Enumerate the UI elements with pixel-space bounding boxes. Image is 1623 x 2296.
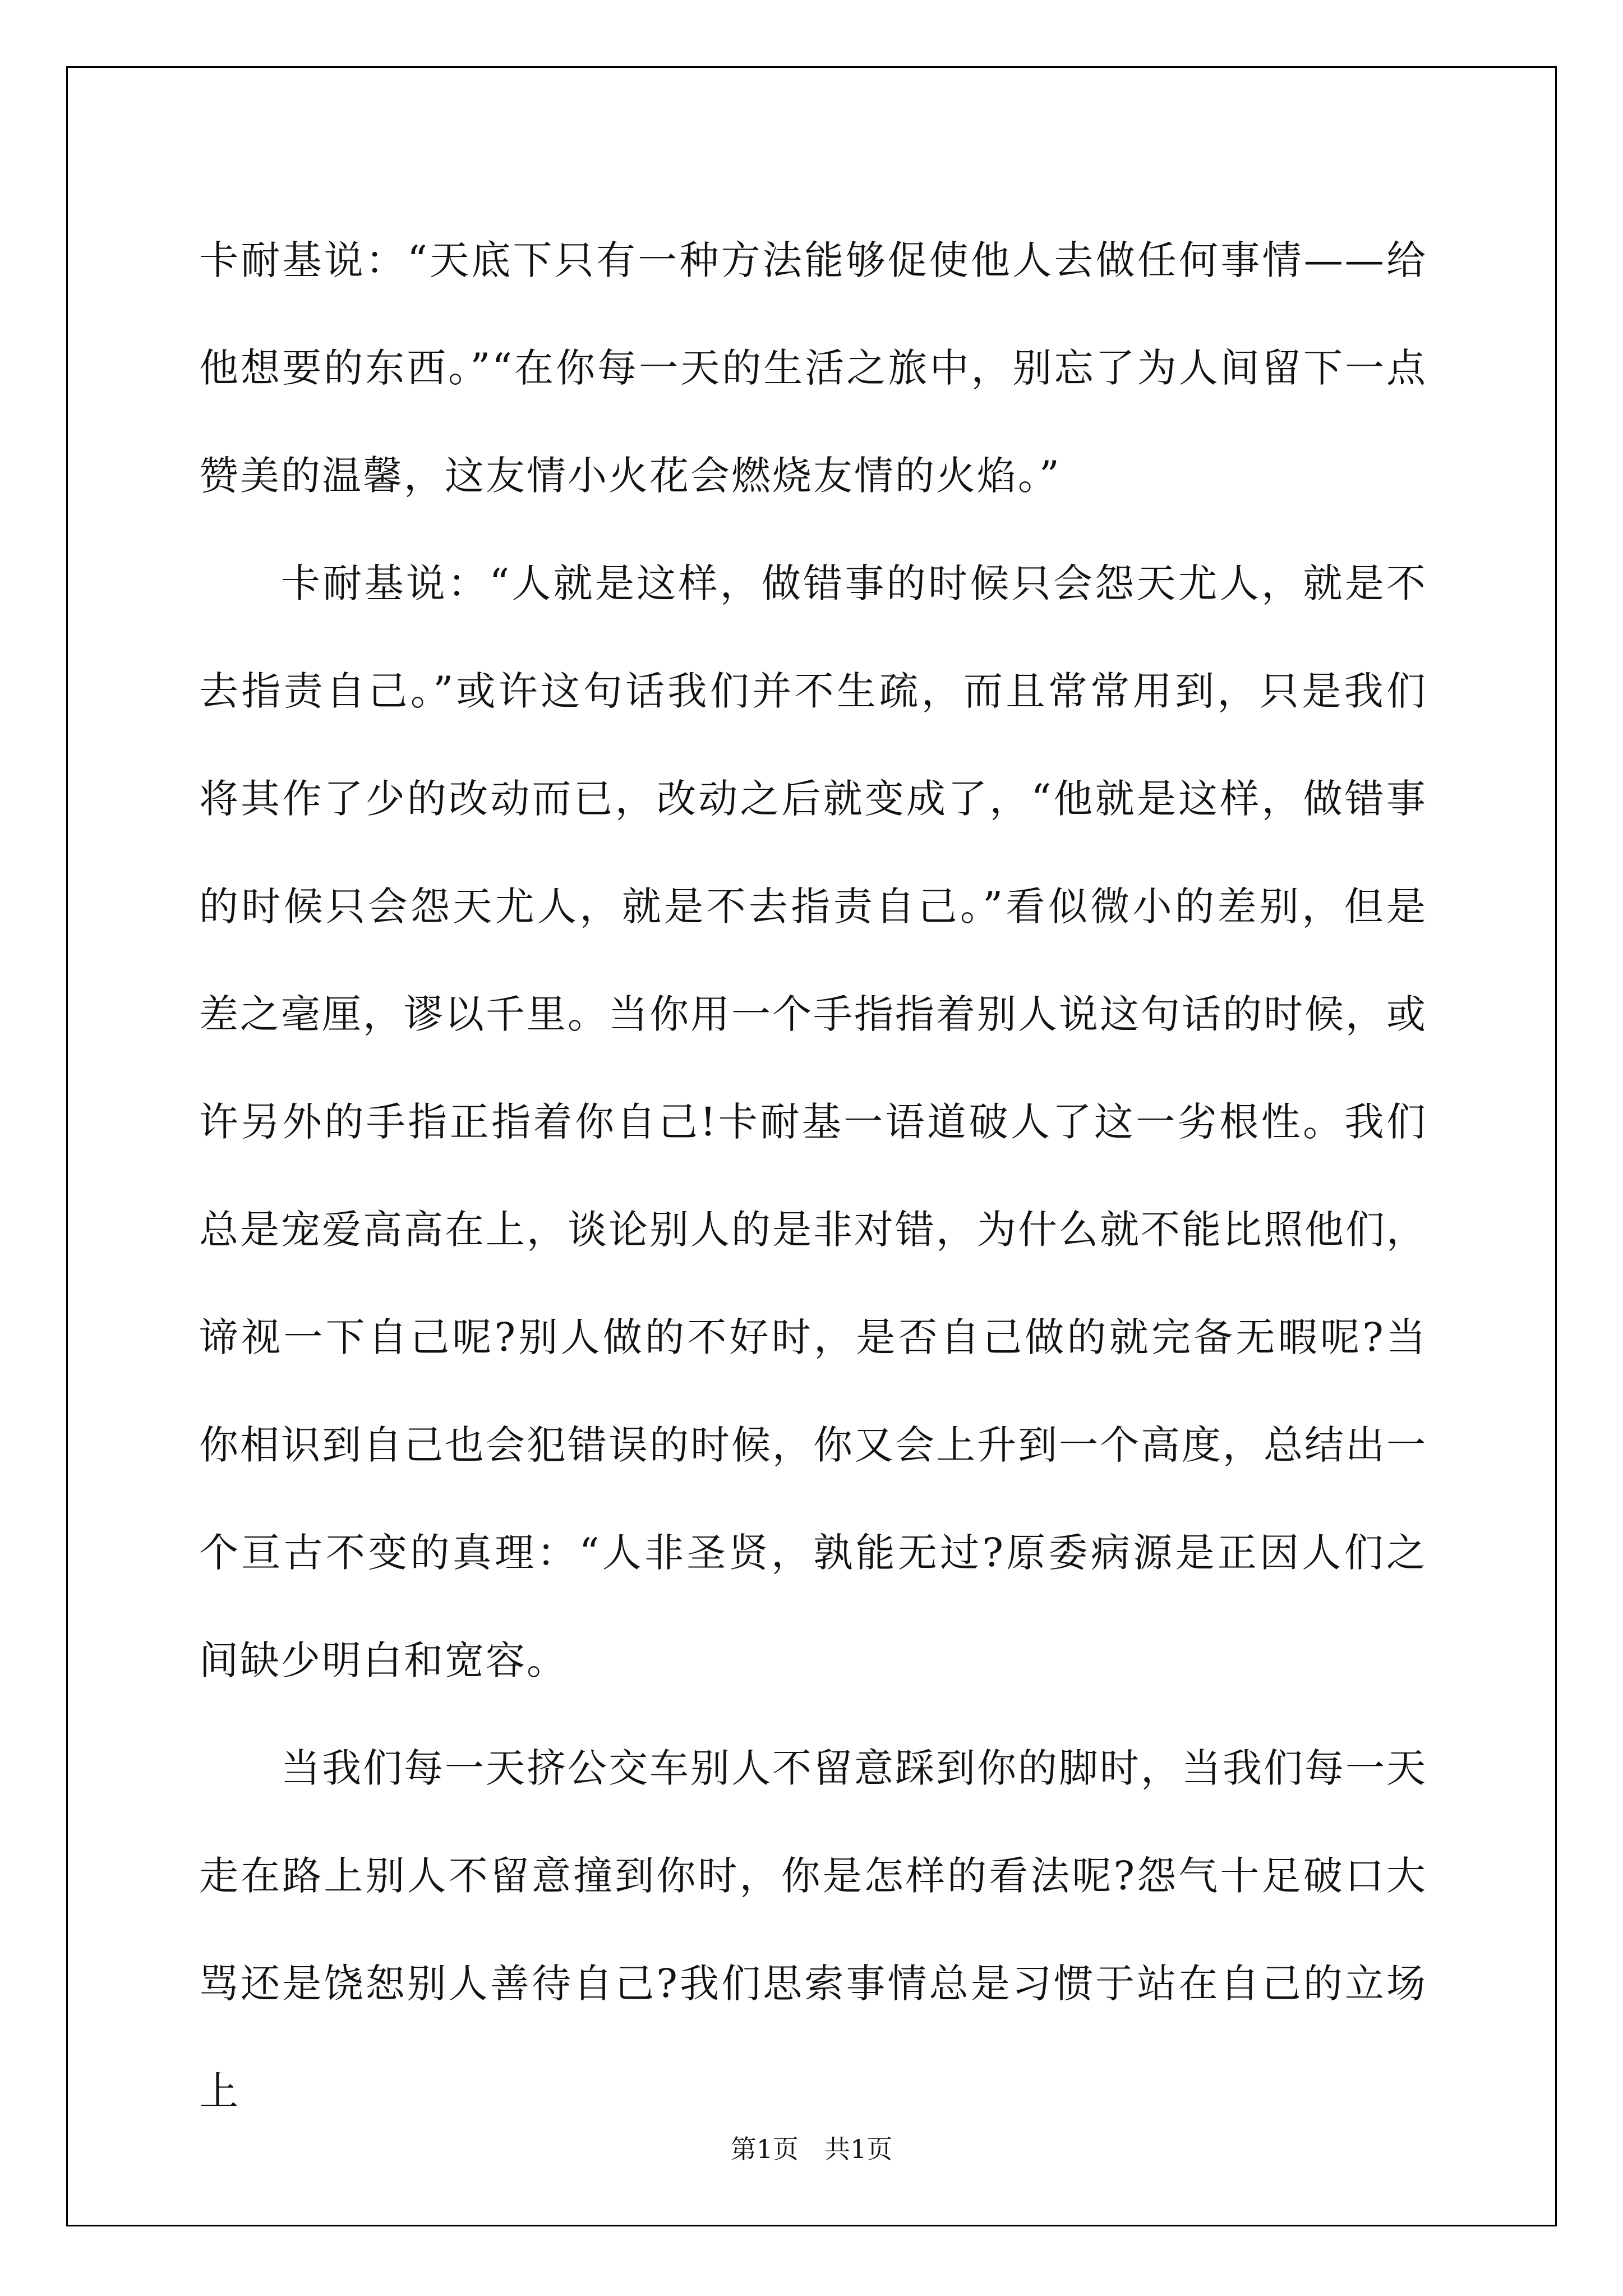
paragraph-1: 卡耐基说：“天底下只有一种方法能够促使他人去做任何事情——给他想要的东西。”“在你每一天的生活之旅中，别忘了为人间留下一点赞美的温馨，这友情小火花会燃烧友情的火焰。” bbox=[199, 237, 1427, 499]
paragraph-2: 卡耐基说：“人就是这样，做错事的时候只会怨天尤人，就是不去指责自己。”或许这句话我们并不生疏，而且常常用到，只是我们将其作了少的改动而已，改动之后就变成了，“他就是这样，做错事的时候只会怨天尤人，就是不去指责自己。”看似微小的差别，但是差之毫厘，谬以千里。当你用一个手指指着别人说这句话的时候，或许另外的手指正指着你自己!卡耐基一语道破人了这一劣根性。我们总是宠爱高高在上，谈论别人的是非对错，为什么就不能比照他们，谛视一下自己呢?别人做的不好时，是否自己做的就完备无暇呢?当你相识到自己也会犯错误的时候，你又会上升到一个高度，总结出一个亘古不变的真理：“人非圣贤，孰能无过?原委病源是正因人们之间缺少明白和宽容。 bbox=[199, 560, 1427, 1683]
page-footer bbox=[0, 2129, 1623, 2166]
document-body bbox=[199, 206, 1427, 2145]
page-number: 第1页 bbox=[730, 2134, 799, 2164]
page-total: 共1页 bbox=[824, 2134, 893, 2164]
paragraph-3: 当我们每一天挤公交车别人不留意踩到你的脚时，当我们每一天走在路上别人不留意撞到你时，你是怎样的看法呢?怨气十足破口大骂还是饶恕别人善待自己?我们思索事情总是习惯于站在自己的立场上 bbox=[199, 1745, 1427, 2114]
